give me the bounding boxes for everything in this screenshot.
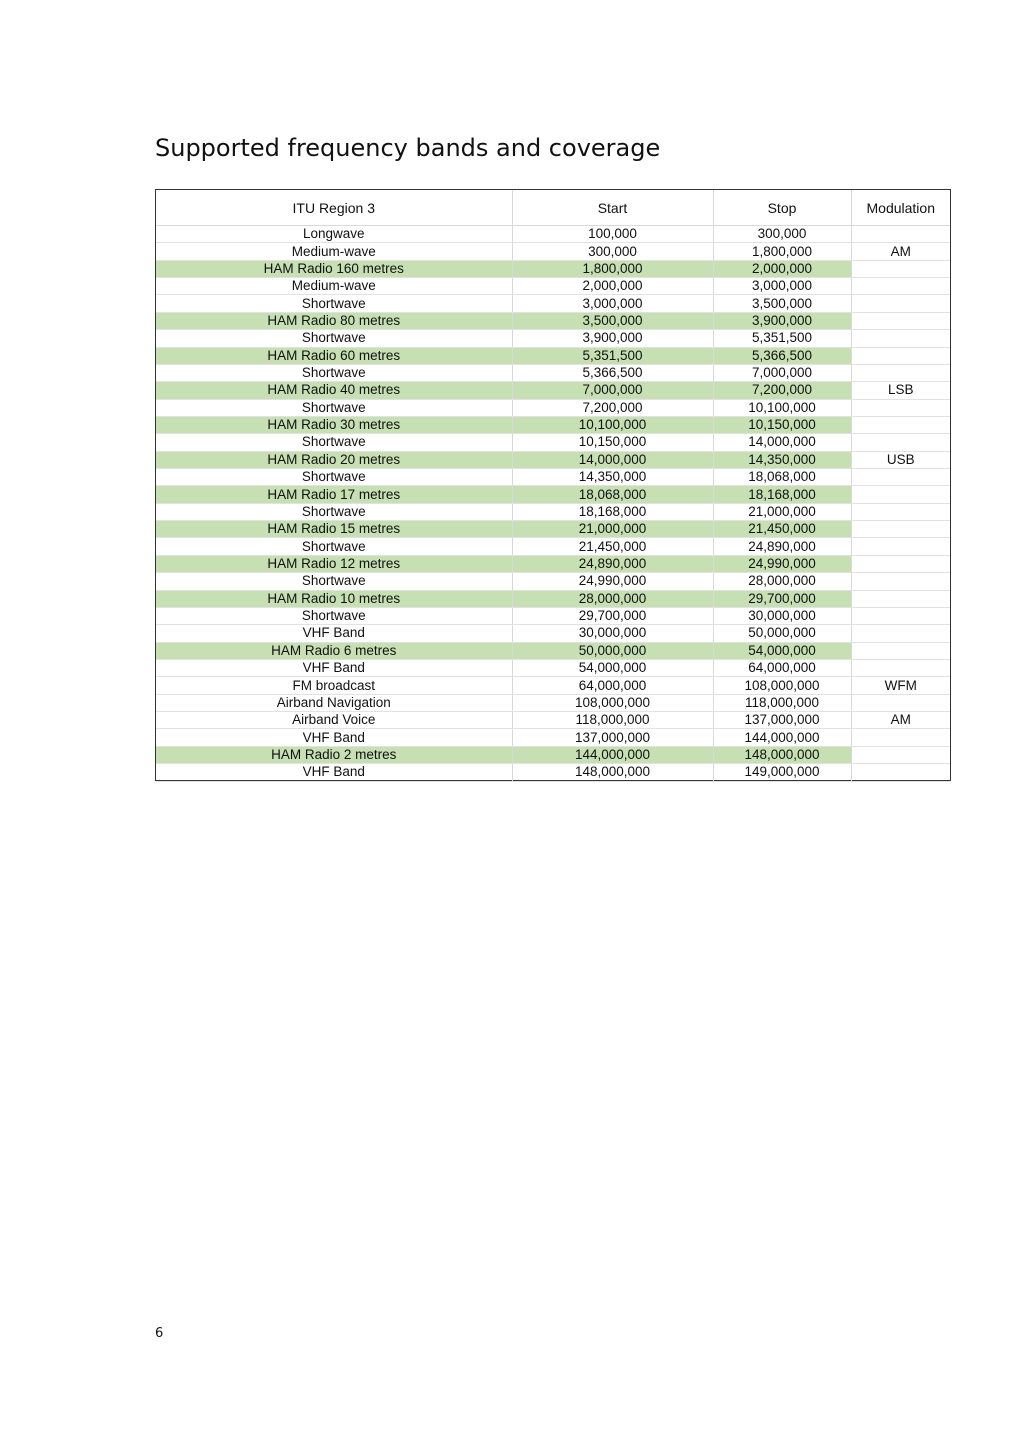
start-cell: 64,000,000 xyxy=(512,677,713,694)
stop-cell: 14,350,000 xyxy=(713,451,851,468)
table-row xyxy=(156,642,950,659)
modulation-cell xyxy=(851,590,950,607)
band-name-cell: Shortwave xyxy=(156,607,512,624)
table-row xyxy=(156,538,950,555)
modulation-cell xyxy=(851,607,950,624)
modulation-cell xyxy=(851,521,950,538)
modulation-cell xyxy=(851,260,950,277)
modulation-cell: WFM xyxy=(851,677,950,694)
stop-cell: 24,890,000 xyxy=(713,538,851,555)
band-name-cell: HAM Radio 60 metres xyxy=(156,347,512,364)
modulation-cell xyxy=(851,278,950,295)
modulation-cell xyxy=(851,555,950,572)
start-cell: 2,000,000 xyxy=(512,278,713,295)
stop-cell: 118,000,000 xyxy=(713,694,851,711)
modulation-cell xyxy=(851,469,950,486)
stop-cell: 2,000,000 xyxy=(713,260,851,277)
band-name-cell: HAM Radio 12 metres xyxy=(156,555,512,572)
table-row xyxy=(156,555,950,572)
start-cell: 18,168,000 xyxy=(512,503,713,520)
stop-cell: 3,500,000 xyxy=(713,295,851,312)
stop-cell: 1,800,000 xyxy=(713,243,851,260)
table-row xyxy=(156,260,950,277)
band-name-cell: VHF Band xyxy=(156,764,512,781)
table-row xyxy=(156,278,950,295)
stop-cell: 21,000,000 xyxy=(713,503,851,520)
modulation-cell xyxy=(851,729,950,746)
table-row xyxy=(156,382,950,399)
modulation-cell xyxy=(851,364,950,381)
start-cell: 3,900,000 xyxy=(512,330,713,347)
start-cell: 10,100,000 xyxy=(512,416,713,433)
band-name-cell: Shortwave xyxy=(156,538,512,555)
table-row xyxy=(156,434,950,451)
table-row xyxy=(156,694,950,711)
start-cell: 7,000,000 xyxy=(512,382,713,399)
start-cell: 54,000,000 xyxy=(512,659,713,676)
band-name-cell: HAM Radio 2 metres xyxy=(156,746,512,763)
start-cell: 24,990,000 xyxy=(512,573,713,590)
modulation-cell xyxy=(851,330,950,347)
band-name-cell: Medium-wave xyxy=(156,278,512,295)
modulation-cell xyxy=(851,434,950,451)
modulation-cell xyxy=(851,642,950,659)
stop-cell: 21,450,000 xyxy=(713,521,851,538)
table-row xyxy=(156,416,950,433)
modulation-cell xyxy=(851,503,950,520)
frequency-table-grid xyxy=(156,190,950,782)
modulation-cell xyxy=(851,573,950,590)
start-cell: 28,000,000 xyxy=(512,590,713,607)
stop-cell: 29,700,000 xyxy=(713,590,851,607)
modulation-cell xyxy=(851,312,950,329)
band-name-cell: HAM Radio 10 metres xyxy=(156,590,512,607)
modulation-cell: AM xyxy=(851,712,950,729)
start-cell: 3,500,000 xyxy=(512,312,713,329)
table-row xyxy=(156,764,950,781)
band-name-cell: Shortwave xyxy=(156,295,512,312)
start-cell: 5,351,500 xyxy=(512,347,713,364)
start-cell: 1,800,000 xyxy=(512,260,713,277)
band-name-cell: HAM Radio 6 metres xyxy=(156,642,512,659)
stop-cell: 18,068,000 xyxy=(713,469,851,486)
band-name-cell: Shortwave xyxy=(156,573,512,590)
table-row xyxy=(156,677,950,694)
table-row xyxy=(156,503,950,520)
stop-cell: 5,366,500 xyxy=(713,347,851,364)
start-cell: 137,000,000 xyxy=(512,729,713,746)
band-name-cell: HAM Radio 17 metres xyxy=(156,486,512,503)
stop-cell: 30,000,000 xyxy=(713,607,851,624)
band-name-cell: Shortwave xyxy=(156,364,512,381)
stop-cell: 28,000,000 xyxy=(713,573,851,590)
start-cell: 29,700,000 xyxy=(512,607,713,624)
stop-cell: 54,000,000 xyxy=(713,642,851,659)
stop-cell: 148,000,000 xyxy=(713,746,851,763)
start-cell: 24,890,000 xyxy=(512,555,713,572)
table-row xyxy=(156,486,950,503)
start-cell: 300,000 xyxy=(512,243,713,260)
stop-cell: 300,000 xyxy=(713,226,851,243)
stop-cell: 149,000,000 xyxy=(713,764,851,781)
table-row xyxy=(156,451,950,468)
band-name-cell: Shortwave xyxy=(156,503,512,520)
stop-cell: 108,000,000 xyxy=(713,677,851,694)
modulation-cell xyxy=(851,694,950,711)
band-name-cell: HAM Radio 80 metres xyxy=(156,312,512,329)
start-cell: 18,068,000 xyxy=(512,486,713,503)
modulation-cell xyxy=(851,746,950,763)
band-name-cell: HAM Radio 20 metres xyxy=(156,451,512,468)
band-name-cell: HAM Radio 30 metres xyxy=(156,416,512,433)
table-row xyxy=(156,469,950,486)
modulation-cell xyxy=(851,659,950,676)
stop-cell: 18,168,000 xyxy=(713,486,851,503)
band-name-cell: Shortwave xyxy=(156,469,512,486)
modulation-cell xyxy=(851,416,950,433)
modulation-cell: AM xyxy=(851,243,950,260)
start-cell: 100,000 xyxy=(512,226,713,243)
stop-cell: 3,900,000 xyxy=(713,312,851,329)
stop-cell: 7,000,000 xyxy=(713,364,851,381)
modulation-cell xyxy=(851,486,950,503)
band-name-cell: Airband Navigation xyxy=(156,694,512,711)
band-name-cell: HAM Radio 40 metres xyxy=(156,382,512,399)
table-row xyxy=(156,659,950,676)
frequency-table xyxy=(155,189,951,781)
band-name-cell: HAM Radio 15 metres xyxy=(156,521,512,538)
start-cell: 3,000,000 xyxy=(512,295,713,312)
table-row xyxy=(156,347,950,364)
modulation-cell xyxy=(851,347,950,364)
table-row xyxy=(156,625,950,642)
table-row xyxy=(156,729,950,746)
start-cell: 108,000,000 xyxy=(512,694,713,711)
start-cell: 5,366,500 xyxy=(512,364,713,381)
stop-cell: 7,200,000 xyxy=(713,382,851,399)
stop-cell: 50,000,000 xyxy=(713,625,851,642)
stop-cell: 14,000,000 xyxy=(713,434,851,451)
band-name-cell: HAM Radio 160 metres xyxy=(156,260,512,277)
start-cell: 148,000,000 xyxy=(512,764,713,781)
modulation-cell xyxy=(851,538,950,555)
modulation-cell xyxy=(851,226,950,243)
table-row xyxy=(156,573,950,590)
band-name-cell: Shortwave xyxy=(156,434,512,451)
band-name-cell: Shortwave xyxy=(156,330,512,347)
table-row xyxy=(156,399,950,416)
table-row xyxy=(156,521,950,538)
modulation-cell: LSB xyxy=(851,382,950,399)
stop-cell: 3,000,000 xyxy=(713,278,851,295)
table-row xyxy=(156,243,950,260)
table-row xyxy=(156,226,950,243)
stop-cell: 10,150,000 xyxy=(713,416,851,433)
modulation-cell xyxy=(851,625,950,642)
table-row xyxy=(156,607,950,624)
table-row xyxy=(156,712,950,729)
column-header-start: Start xyxy=(512,190,713,226)
table-row xyxy=(156,364,950,381)
stop-cell: 10,100,000 xyxy=(713,399,851,416)
start-cell: 14,350,000 xyxy=(512,469,713,486)
table-body xyxy=(156,226,950,782)
band-name-cell: VHF Band xyxy=(156,659,512,676)
start-cell: 144,000,000 xyxy=(512,746,713,763)
table-row xyxy=(156,295,950,312)
page-title: Supported frequency bands and coverage xyxy=(155,134,661,162)
modulation-cell xyxy=(851,764,950,781)
stop-cell: 5,351,500 xyxy=(713,330,851,347)
modulation-cell xyxy=(851,295,950,312)
start-cell: 10,150,000 xyxy=(512,434,713,451)
band-name-cell: FM broadcast xyxy=(156,677,512,694)
start-cell: 7,200,000 xyxy=(512,399,713,416)
column-header-stop: Stop xyxy=(713,190,851,226)
band-name-cell: Shortwave xyxy=(156,399,512,416)
stop-cell: 137,000,000 xyxy=(713,712,851,729)
stop-cell: 144,000,000 xyxy=(713,729,851,746)
page-number: 6 xyxy=(155,1326,164,1341)
band-name-cell: Airband Voice xyxy=(156,712,512,729)
band-name-cell: VHF Band xyxy=(156,729,512,746)
modulation-cell xyxy=(851,399,950,416)
start-cell: 21,450,000 xyxy=(512,538,713,555)
band-name-cell: Longwave xyxy=(156,226,512,243)
table-row xyxy=(156,590,950,607)
table-row xyxy=(156,746,950,763)
table-header-row xyxy=(156,190,950,226)
table-row xyxy=(156,330,950,347)
table-row xyxy=(156,312,950,329)
stop-cell: 24,990,000 xyxy=(713,555,851,572)
start-cell: 50,000,000 xyxy=(512,642,713,659)
stop-cell: 64,000,000 xyxy=(713,659,851,676)
modulation-cell: USB xyxy=(851,451,950,468)
start-cell: 30,000,000 xyxy=(512,625,713,642)
band-name-cell: VHF Band xyxy=(156,625,512,642)
column-header-modulation: Modulation xyxy=(851,190,950,226)
start-cell: 14,000,000 xyxy=(512,451,713,468)
column-header-region: ITU Region 3 xyxy=(156,190,512,226)
start-cell: 118,000,000 xyxy=(512,712,713,729)
band-name-cell: Medium-wave xyxy=(156,243,512,260)
start-cell: 21,000,000 xyxy=(512,521,713,538)
